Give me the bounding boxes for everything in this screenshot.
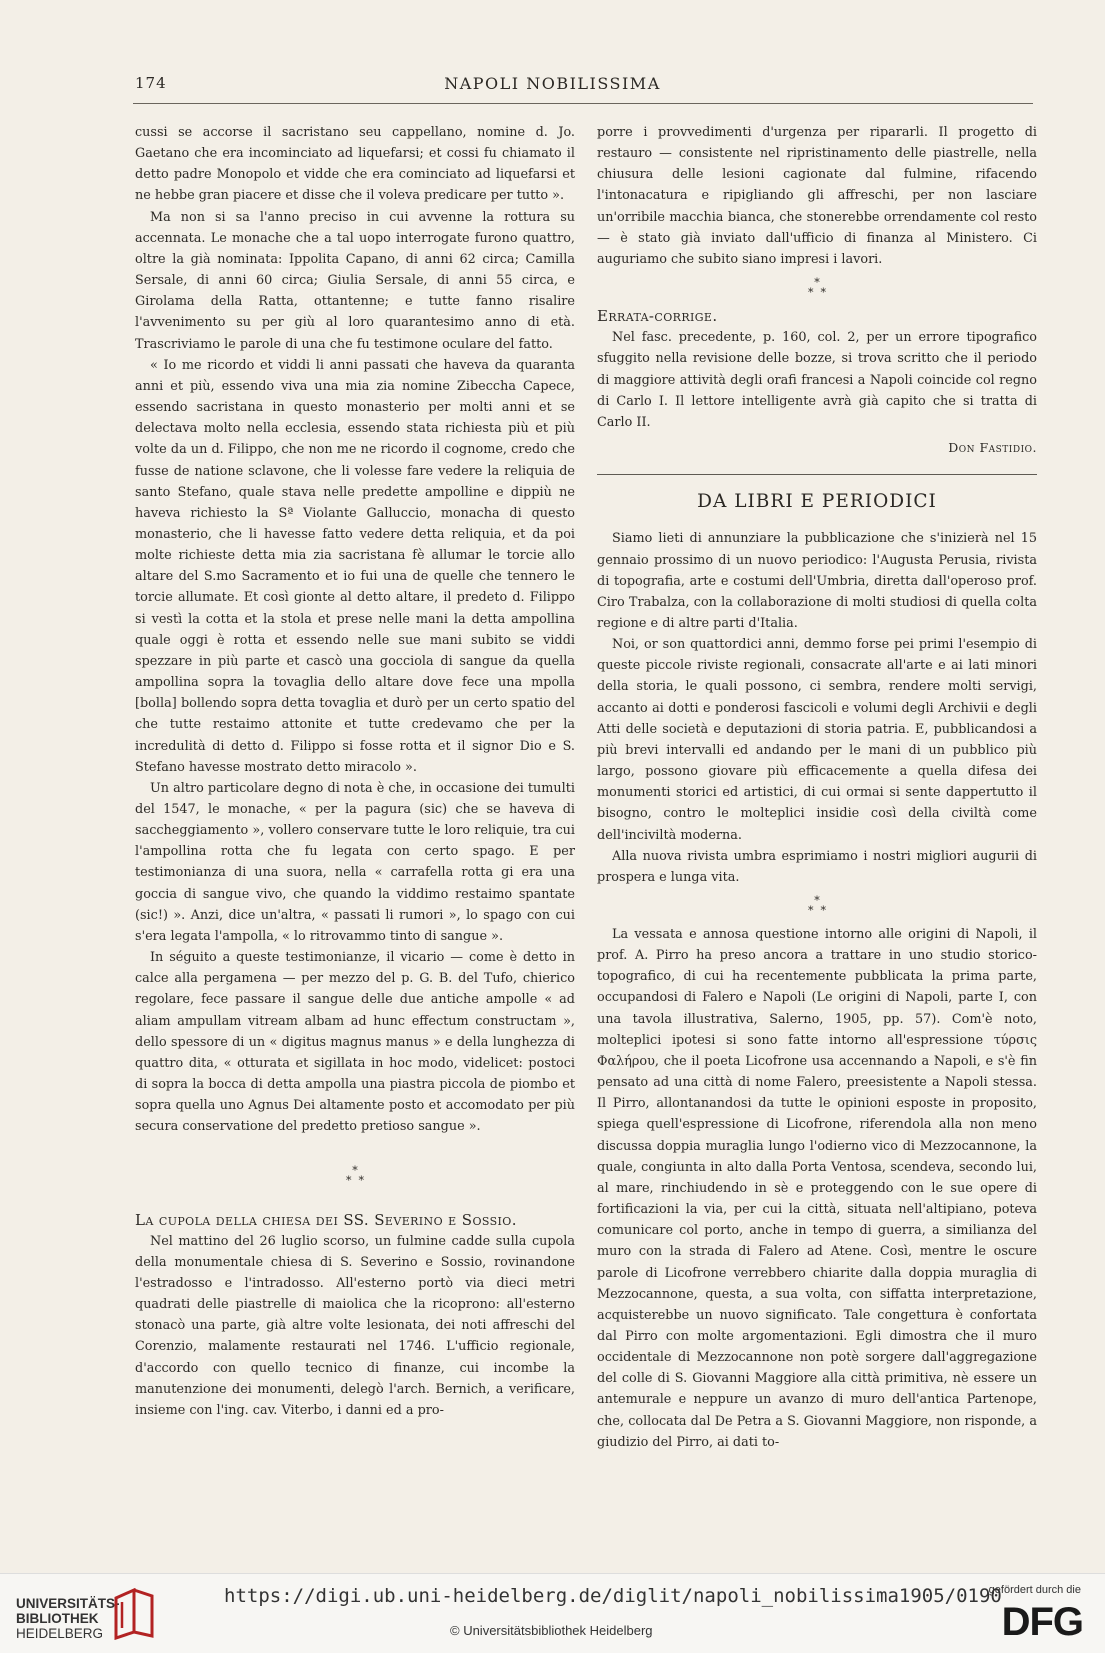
paragraph: Siamo lieti di annunziare la pubblicazione che s'inizierà nel 15 gennaio prossimo di un nuovo periodico: l'Augusta Perusia, rivista di topografia, arte e costumi dell'Umbria, diretta dall'operoso prof. Ciro Trabalza, con la collaborazione di molti studiosi di quella colta regione e di altre parti d'Italia.: [597, 531, 1037, 631]
paragraph: Nel fasc. precedente, p. 160, col. 2, per un errore tipografico sfuggito nella revisione delle bozze, si trova scritto che il periodo di maggiore attività degli orafi francesi a Napoli coincide col regno di Carlo I. Il lettore intelligente avrà già capito che si tratta di Carlo II.: [597, 330, 1037, 430]
signature: Don Fastidio.: [948, 440, 1037, 456]
copyright-notice: © Universitätsbibliothek Heidelberg: [450, 1623, 653, 1638]
paragraph: cussi se accorse il sacristano seu cappellano, nomine d. Jo. Gaetano che era incominciato ad liquefarsi; et cossi fu chiamato il detto padre Monopolo et vidde che era cominciato ad liquefarsi et ne hebbe gran piacere et disse che il voleva predicare per tutto ».: [135, 125, 575, 204]
running-header: [0, 74, 1105, 100]
right-column: [597, 122, 1037, 1453]
header-rule: [133, 103, 1033, 104]
section-rule: [597, 474, 1037, 475]
library-logo-text: UNIVERSITÄTS- BIBLIOTHEK HEIDELBERG: [16, 1596, 120, 1641]
journal-title: NAPOLI NOBILISSIMA: [444, 74, 661, 93]
paragraph: porre i provvedimenti d'urgenza per ripararli. Il progetto di restauro — consistente nel ripristinamento delle piastrelle, nella chiusura delle lesioni cagionate dal fulmine, rifacendo l'intonacatura e ripigliando gli affreschi, per non lasciare un'orribile macchia bianca, che stonerebbe orrendamente col resto — è stato già inviato dall'ufficio di finanza al Ministero. Ci auguriamo che subito siano impresi i lavori.: [597, 125, 1037, 267]
section-heading: DA LIBRI E PERIODICI: [697, 491, 937, 513]
asterism-divider: * * *: [808, 276, 826, 300]
library-logo-icon: [112, 1588, 156, 1640]
left-column: [135, 122, 575, 1421]
viewer-footer: [0, 1573, 1105, 1653]
paragraph: « Io me ricordo et viddi li anni passati che haveva da quaranta anni et più, essendo viva una mia zia nomine Zibeccha Capece, essendo sacristana in questo monasterio per molti anni et se delectava molto nella ecclesia, essendo stata richiesta più et più volte da un d. Filippo, che non me ne ricordo il cognome, credo che fusse de natione sclavone, che li volesse fare vedere la reliquia de santo Stefano, quale stava nelle predette ampolline e dippiù ne haveva richiesto la Sª Violante Galluccio, monacha di questo monasterio, che li havesse fatto vedere detta reliquia, et da poi molte richieste detta mia zia sacristana fè allumar le torcie allo altare del S.mo Sacramento et io fui una de quelle che tennero le torcie allumate. Et così gionte al detto altare, il predeto d. Filippo si vestì la cotta et la stola et prese nelle mani la detta ampollina quale oggi è rotta et essendo nelle sue mani subito se viddi spezzare in più parte et cascò una gocciola di sangue da quella ampollina sopra la tovaglia dello altare dove fece una mpolla [bolla] bollendo sopra detta tovaglia et durò per un certo spatio del che tutte restaimo attonite et tutte credevamo che per la incredulità di detto d. Filippo si fosse rotta et il signor Dio e S. Stefano havesse mostrato detto miracolo ».: [135, 357, 575, 775]
asterism-divider: * * *: [808, 894, 826, 917]
paragraph: Nel mattino del 26 luglio scorso, un fulmine cadde sulla cupola della monumentale chiesa di S. Severino e Sossio, rovinandone l'estradosso e l'intradosso. All'esterno portò via dieci metri quadrati delle piastrelle di maiolica che la ricoprono: all'esterno stonacò una parte, già altre volte lesionata, dei noti affreschi del Corenzio, malamente restaurati nel 1746. L'ufficio regionale, d'accordo con quello tecnico di finanze, cui incombe la manutenzione dei monumenti, delegò l'arch. Bernich, a verificare, insieme con l'ing. cav. Viterbo, i danni ed a pro-: [135, 1233, 575, 1418]
asterism-divider: * * *: [346, 1163, 364, 1187]
funding-label: gefördert durch die: [988, 1584, 1081, 1596]
paragraph: La vessata e annosa questione intorno alle origini di Napoli, il prof. A. Pirro ha preso ancora a trattare in uno studio storico-topografico, di cui ha recentemente pubblicata la prima parte, occupandosi di Falero e Napoli (Le origini di Napoli, parte I, con una tavola illustrativa, Salerno, 1905, pp. 57). Com'è noto, molteplici ipotesi si sono fatte intorno all'espressione τύρσις Φαλήρου, che il poeta Licofrone usa accennando a Napoli, e s'è fin pensato ad una città di nome Falero, preesistente a Napoli stessa. Il Pirro, allontanandosi da tutte le opinioni esposte in proposito, spiega quell'espressione di Licofrone, riferendola alla non meno discussa doppia muraglia lungo l'odierno vico di Mezzocannone, la quale, congiunta in alto dalla Porta Ventosa, scendeva, secondo lui, al mare, rinchiudendo in sè e proteggendo con le sue opere di fortificazioni la via, per cui la città, situata nell'altipiano, poteva comunicare col porto, anche in tempo di guerra, a similianza del muro con la strada di Falero ad Atene. Così, mentre le oscure parole di Licofrone verrebbero chiarite dalla doppia muraglia di Mezzocannone, questa, a sua volta, con siffatta interpretazione, acquisterebbe un nuovo significato. Tale congettura è confortata dal Pirro con molte argomentazioni. Egli dimostra che il muro occidentale di Mezzocannone non potè sorgere dall'aggregazione del colle di S. Giovanni Maggiore alla città primitiva, nè essere un antemurale e neppure un avanzo di muro dell'antica Partenope, che, collocata dal De Petra a S. Giovanni Maggiore, non risponde, a giudizio del Pirro, ai dati to-: [597, 927, 1037, 1450]
paragraph: Ma non si sa l'anno preciso in cui avvenne la rottura su accennata. Le monache che a tal uopo interrogate furono quattro, oltre la già nominata: Ippolita Capano, di anni 62 circa; Camilla Sersale, di anni 60 circa; Giulia Sersale, di anni 55 circa, e Girolama della Ratta, ottantenne; e tutte fanno risalire l'avvenimento su per giù al loro quarantesimo anno di età. Trascriviamo le parole di una che fu testimone oculare del fatto.: [135, 209, 575, 352]
page-number: 174: [135, 74, 167, 92]
paragraph: Noi, or son quattordici anni, demmo forse pei primi l'esempio di queste piccole riviste regionali, consacrate all'arte e ai lati minori della storia, le quali possono, ci sembra, rendere molti servigi, accanto ai dotti e ponderosi fascicoli e volumi degli Archivii e degli Atti delle società e deputazioni di storia patria. E, pubblicandosi a più brevi intervalli ed andando per le mani di un pubblico più largo, possono giovare più efficacemente a quella difesa dei monumenti storici ed artistici, di cui ormai si sente dappertutto il bisogno, contro le molteplici insidie così della civiltà come dell'inciviltà moderna.: [597, 637, 1037, 843]
dfg-logo: DFG: [1001, 1600, 1083, 1644]
paragraph: In séguito a queste testimonianze, il vicario — come è detto in calce alla pergamena — per mezzo del p. G. B. del Tufo, chierico regolare, fece passare il sangue delle due antiche ampolle « ad aliam ampullam vitream albam ad hunc effectum constructam », dello spessore di un « digitus magnus manus » e della lunghezza di quattro dita, « otturata et sigillata in hoc modo, videlicet: postoci di sopra la bocca di detta ampolla una piastra piccola de piombo et sopra quella uno Agnus Dei altamente posto et accomodato per più secura conservatione del predetto pretioso sangue ».: [135, 950, 575, 1135]
section-title: La cupola della chiesa dei SS. Severino e Sossio.: [135, 1210, 517, 1229]
errata-title: Errata-corrige.: [597, 307, 718, 326]
paragraph: Un altro particolare degno di nota è che, in occasione dei tumulti del 1547, le monache, « per la pagura (sic) che se haveva di saccheggiamento », vollero conservare tutte le loro reliquie, tra cui l'ampollina rotta che fu legata con certo spago. E per testimonianza di una suora, nella « carrafella rotta gi era una goccia di sangue vivo, che quando la viddimo restaimo spantate (sic!) ». Anzi, dice un'altra, « passati li rumori », lo spago con cui s'era legata l'ampolla, « lo ritrovammo tinto di sangue ».: [135, 780, 575, 944]
paragraph: Alla nuova rivista umbra esprimiamo i nostri migliori augurii di prospera e lunga vita.: [597, 848, 1037, 885]
permalink-url[interactable]: https://digi.ub.uni-heidelberg.de/diglit/napoli_nobilissima1905/0190: [224, 1585, 1002, 1607]
